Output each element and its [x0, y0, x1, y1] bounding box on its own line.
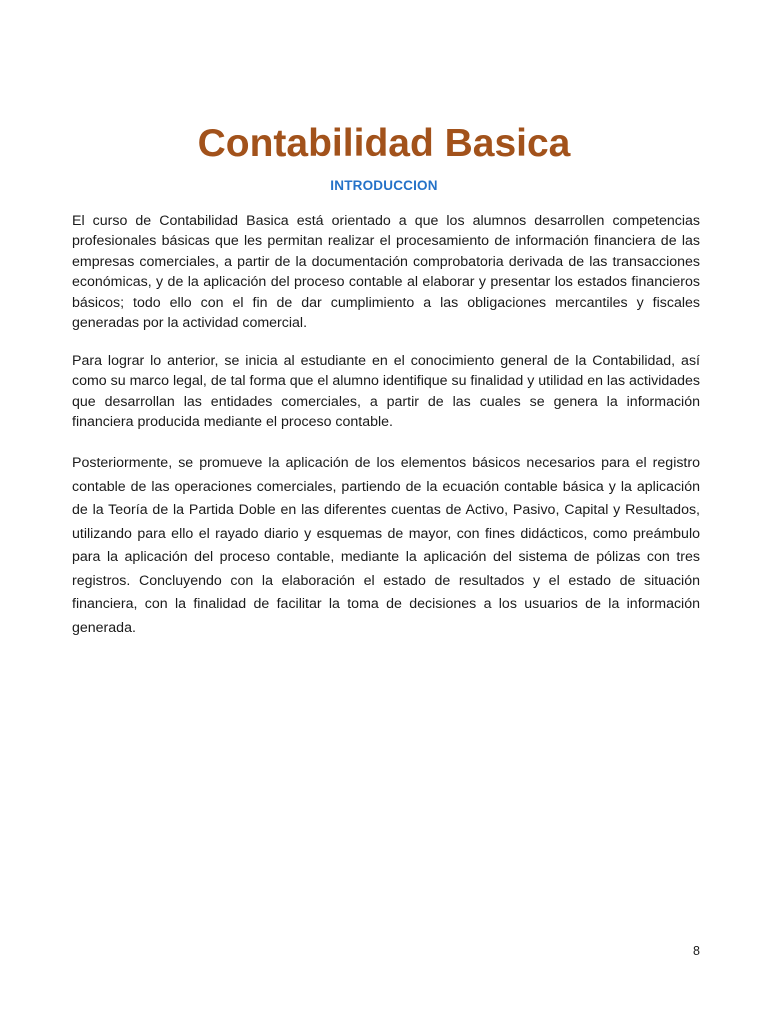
section-heading: INTRODUCCION [330, 178, 438, 193]
page-number: 8 [693, 944, 700, 958]
paragraph-objective: Para lograr lo anterior, se inicia al estudiante en el conocimiento general de la Contabilidad, así como su marco legal, de tal forma que el alumno identifique su finalidad y utilidad en las actividades que desarrollan las entidades comerciales, a partir de las cuales se genera la información financiera producida mediante el proceso contable. [72, 353, 700, 431]
document-title: Contabilidad Basica [197, 122, 571, 165]
paragraph-intro: El curso de Contabilidad Basica está orientado a que los alumnos desarrollen competencias profesionales básicas que les permitan realizar el procesamiento de información financiera de las empresas comerciales, a partir de la documentación comprobatoria derivada de las transacciones económicas, y de la aplicación del proceso contable al elaborar y presentar los estados financieros básicos; todo ello con el fin de dar cumplimiento a las obligaciones mercantiles y fiscales generadas por la actividad comercial. [72, 213, 700, 332]
paragraph-content: Posteriormente, se promueve la aplicación de los elementos básicos necesarios para el registro contable de las operaciones comerciales, partiendo de la ecuación contable básica y la aplicación de la Teoría de la Partida Doble en las diferentes cuentas de Activo, Pasivo, Capital y Resultados, utilizando para ello el rayado diario y esquemas de mayor, con fines didácticos, como preámbulo para la aplicación del proceso contable, mediante la aplicación del sistema de pólizas con tres registros. Concluyendo con la elaboración el estado de resultados y el estado de situación financiera, con la finalidad de facilitar la toma de decisiones a los usuarios de la información generada. [72, 455, 700, 636]
